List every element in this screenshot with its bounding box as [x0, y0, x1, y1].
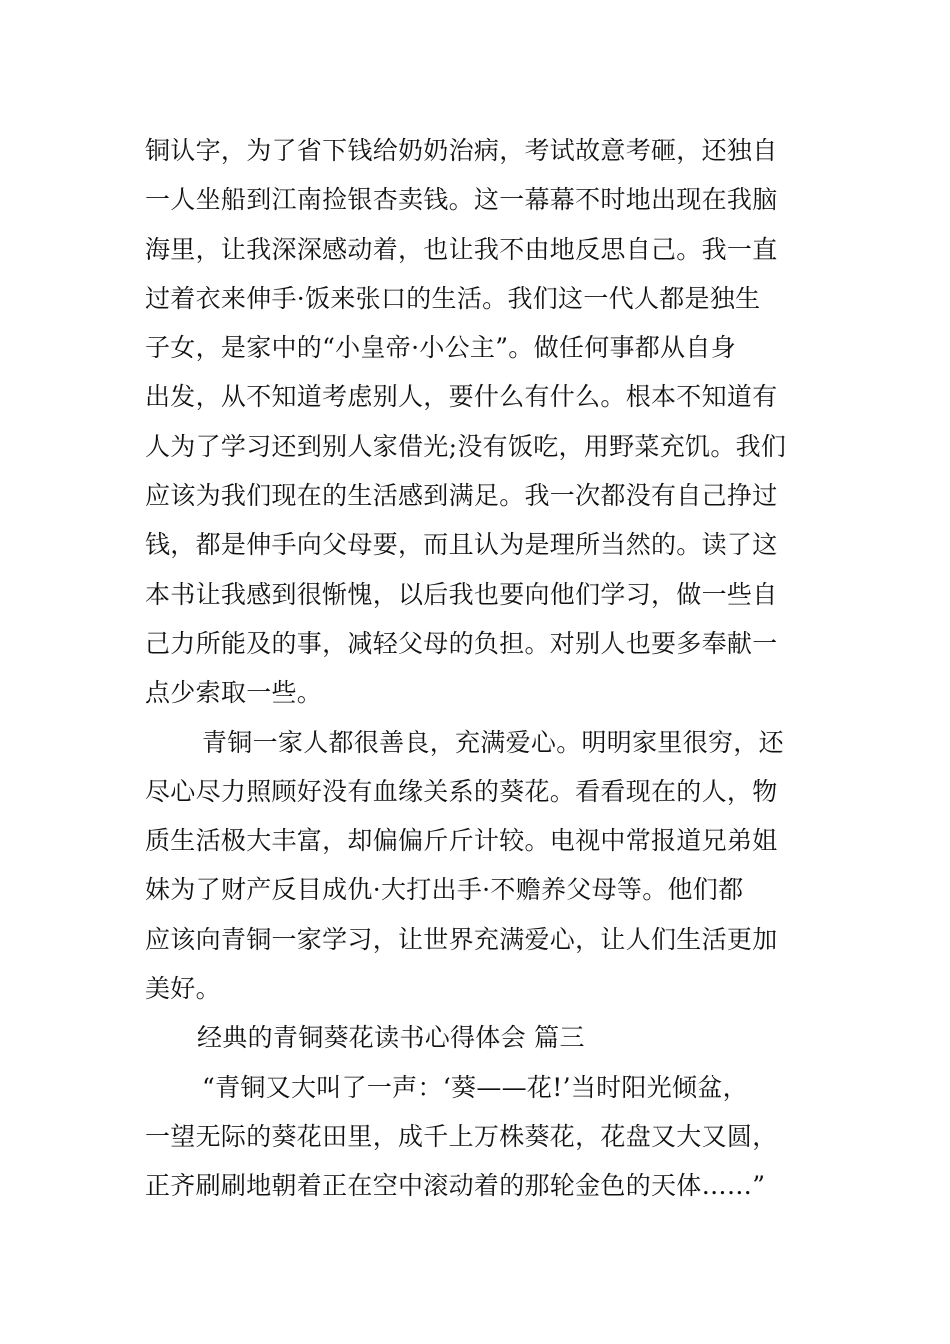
text-line: 正齐刷刷地朝着正在空中滚动着的那轮金色的天体……” — [145, 1171, 766, 1201]
text-line: 海里，让我深深感动着，也让我不由地反思自己。我一直 — [145, 234, 778, 264]
text-line: 人为了学习还到别人家借光;没有饭吃，用野菜充饥。我们 — [145, 431, 787, 461]
document-body — [145, 126, 810, 1211]
text-line: 本书让我感到很惭愧，以后我也要向他们学习，做一些自 — [145, 579, 778, 609]
text-line: 己力所能及的事，减轻父母的负担。对别人也要多奉献一 — [145, 628, 778, 658]
text-line: 一人坐船到江南捡银杏卖钱。这一幕幕不时地出现在我脑 — [145, 185, 778, 215]
text-line: 青铜一家人都很善良，充满爱心。明明家里很穷，还 — [202, 727, 784, 757]
text-line: 应该向青铜一家学习，让世界充满爱心，让人们生活更加 — [145, 924, 778, 954]
paragraph-quote — [145, 1063, 810, 1211]
text-line: 子女，是家中的“小皇帝·小公主”。做任何事都从自身 — [145, 333, 737, 363]
text-line: 美好。 — [145, 974, 221, 1004]
text-line: “青铜又大叫了一声：‘葵——花!’当时阳光倾盆， — [202, 1072, 748, 1102]
paragraph-kindness — [145, 718, 810, 1014]
text-line: 钱，都是伸手向父母要，而且认为是理所当然的。读了这 — [145, 530, 778, 560]
text-line: 质生活极大丰富，却偏偏斤斤计较。电视中常报道兄弟姐 — [145, 826, 778, 856]
text-line: 铜认字，为了省下钱给奶奶治病，考试故意考砸，还独自 — [145, 136, 778, 165]
text-line: 一望无际的葵花田里，成千上万株葵花，花盘又大又圆， — [145, 1121, 778, 1151]
text-line: 应该为我们现在的生活感到满足。我一次都没有自己挣过 — [145, 481, 778, 511]
text-line: 过着衣来伸手·饭来张口的生活。我们这一代人都是独生 — [145, 283, 761, 313]
text-line: 妹为了财产反目成仇·大打出手·不赡养父母等。他们都 — [145, 875, 744, 905]
section-title: 经典的青铜葵花读书心得体会 篇三 — [197, 1023, 585, 1053]
paragraph-continued — [145, 126, 810, 718]
text-line: 点少索取一些。 — [145, 678, 323, 708]
text-line: 尽心尽力照顾好没有血缘关系的葵花。看看现在的人，物 — [145, 776, 778, 806]
text-line: 出发，从不知道考虑别人，要什么有什么。根本不知道有 — [145, 382, 778, 412]
section-heading — [145, 1013, 810, 1062]
